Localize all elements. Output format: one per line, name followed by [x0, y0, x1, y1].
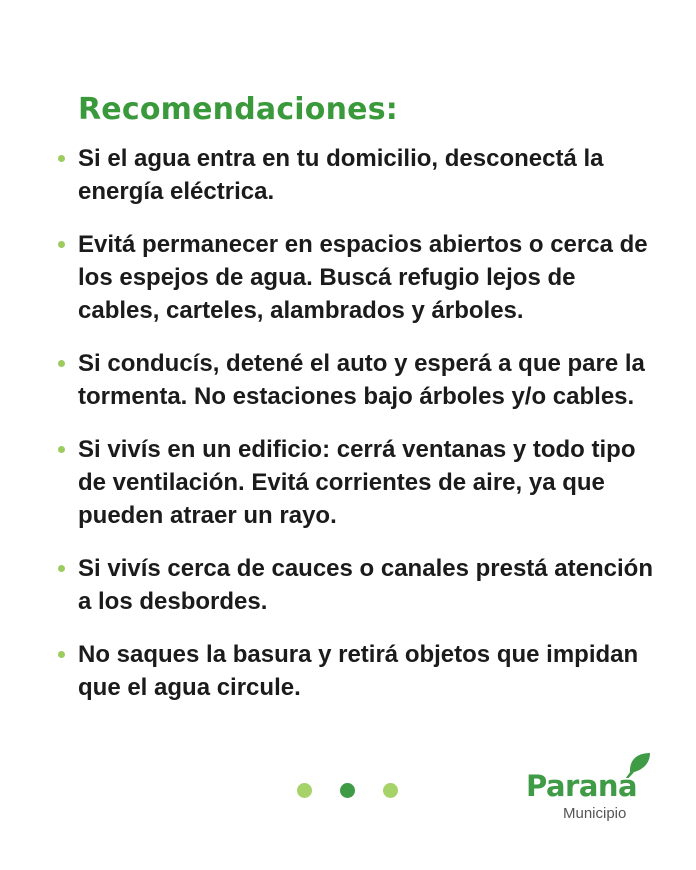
parana-municipio-logo [526, 752, 666, 828]
bullet-icon [58, 360, 65, 367]
recommendation-text: Evitá permanecer en espacios abiertos o cerca de los espejos de agua. Buscá refugio lejos de cables, carteles, alambrados y árboles. [78, 231, 648, 324]
recommendation-item [56, 552, 656, 618]
recommendation-item [56, 433, 656, 532]
bullet-icon [58, 651, 65, 658]
bullet-icon [58, 565, 65, 572]
recommendation-text: Si conducís, detené el auto y esperá a que pare la tormenta. No estaciones bajo árboles y/o cables. [78, 350, 645, 410]
bullet-icon [58, 155, 65, 162]
recommendation-text: Si el agua entra en tu domicilio, desconectá la energía eléctrica. [78, 145, 604, 205]
recommendation-text: Si vivís en un edificio: cerrá ventanas y todo tipo de ventilación. Evitá corrientes de aire, ya que pueden atraer un rayo. [78, 436, 636, 529]
recommendation-item [56, 347, 656, 413]
carousel-pagination [297, 783, 401, 799]
carousel-dot-2-active[interactable] [340, 783, 355, 798]
recommendation-text: No saques la basura y retirá objetos que impidan que el agua circule. [78, 641, 639, 701]
recommendation-item [56, 638, 656, 704]
page-title: Recomendaciones: [78, 92, 398, 127]
bullet-icon [58, 241, 65, 248]
recommendation-item [56, 142, 656, 208]
bullet-icon [58, 446, 65, 453]
recommendation-item [56, 228, 656, 327]
logo-subtitle: Municipio [563, 805, 627, 822]
recommendations-list [56, 142, 656, 724]
carousel-dot-3[interactable] [383, 783, 398, 798]
recommendation-text: Si vivís cerca de cauces o canales prestá atención a los desbordes. [78, 555, 653, 615]
logo-wordmark: Paraná [526, 769, 638, 803]
carousel-dot-1[interactable] [297, 783, 312, 798]
